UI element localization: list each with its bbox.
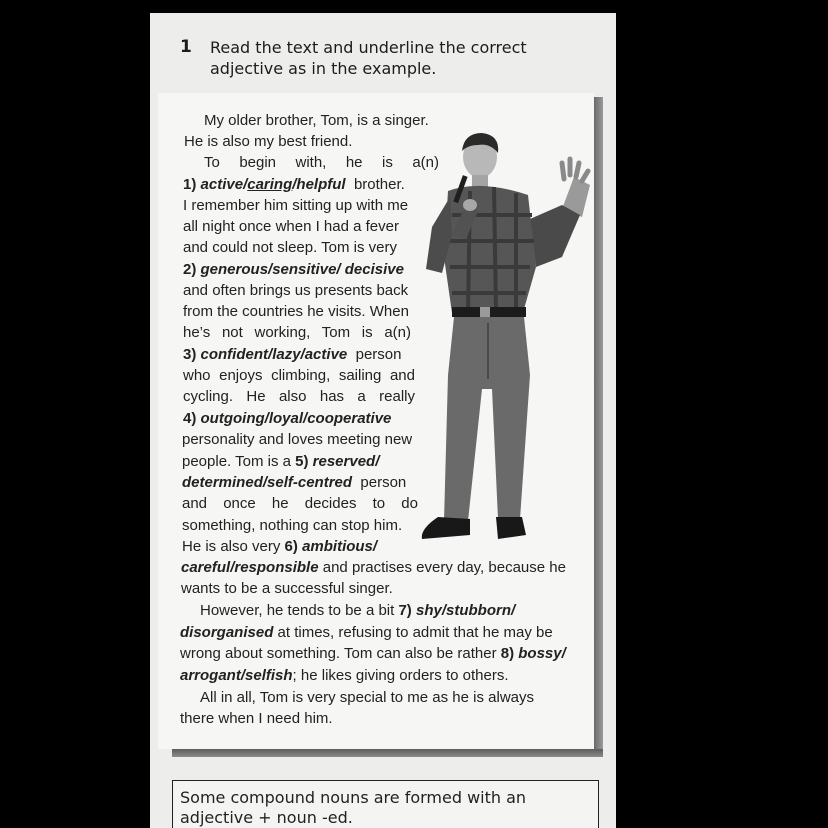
passage-line: from the countries he visits. When [183,303,409,320]
option-word: decisive [344,261,404,278]
option-slash: / [268,261,273,278]
option-number: 2) [183,261,197,278]
option-word-underlined: caring [247,176,293,193]
passage-line-option-4 [183,409,391,429]
passage-line-option-2 [183,260,404,280]
option-tail: person [355,346,402,363]
passage-line-option-1 [183,175,405,195]
passage-line-option-7b [180,623,553,643]
option-number: 7) [398,602,412,619]
option-slash: / [230,559,235,576]
passage-line-option-8b [180,666,509,686]
passage-line: and could not sleep. Tom is very [183,239,398,256]
passage-line-option-7 [200,601,515,621]
option-word: confident [200,346,269,363]
passage-line-option-5 [182,452,379,472]
option-word: self-centred [267,474,353,491]
passage-line-option-6 [182,537,377,557]
passage-line: cycling. He also has a really [183,388,415,405]
passage-line: there when I need him. [180,710,333,727]
note-text: Some compound nouns are formed with an adjective + noun -ed. [180,788,527,827]
option-word: reserved [312,453,376,470]
option-slash: / [268,346,273,363]
option-slash: / [264,410,269,427]
option-slash: / [303,410,308,427]
passage-line: I remember him sitting up with me [183,197,409,214]
passage-line: He is also my best friend. [184,133,353,150]
option-slash: / [372,538,378,555]
option-tail: ; he likes giving orders to others. [292,667,509,684]
option-number: 8) [500,645,515,662]
option-slash: / [511,602,516,619]
option-word: determined [182,474,263,491]
option-number: 5) [295,453,309,470]
option-word: sensitive [272,261,337,278]
option-word: careful [181,559,231,576]
passage-line: personality and loves meeting new [182,431,413,448]
passage-line-option-5b [182,473,406,493]
option-pre: wrong about something. Tom can also be rather [180,645,497,662]
option-word: active [200,176,244,193]
option-word: disorganised [180,624,274,641]
option-slash: / [336,261,341,278]
option-slash: / [243,176,248,193]
passage-line: and once he decides to do [182,495,418,512]
passage-line: To begin with, he is a(n) [204,154,439,171]
textbook-page [150,13,616,828]
passage-line: he’s not working, Tom is a(n) [183,324,411,341]
option-word: helpful [296,176,346,193]
singer-illustration [412,117,594,549]
passage-line: and often brings us presents back [183,282,409,299]
option-word: selfish [245,667,293,684]
passage-line: who enjoys climbing, sailing and [183,367,415,384]
option-word: cooperative [307,410,392,427]
option-tail: brother. [353,176,405,193]
option-word: bossy [518,645,562,662]
exercise-number: 1 [180,37,192,57]
option-tail: at times, refusing to admit that he may be [277,624,553,641]
exercise-instruction: Read the text and underline the correct adjective as in the example. [210,38,527,78]
passage-line-option-8 [180,644,566,664]
box-shadow-right [594,97,603,757]
option-word: loyal [268,410,304,427]
option-slash: / [561,645,566,662]
compound-nouns-note [172,780,599,828]
option-word: outgoing [200,410,265,427]
option-pre: However, he tends to be a bit [200,602,395,619]
option-number: 6) [284,538,298,555]
passage-line: something, nothing can stop him. [182,517,403,534]
option-word: shy [415,602,442,619]
option-pre: people. Tom is a [182,453,291,470]
option-pre: He is also very [182,538,281,555]
option-slash: / [441,602,447,619]
passage-line: All in all, Tom is very special to me as he is always [200,689,535,706]
passage-line: My older brother, Tom, is a singer. [204,112,429,129]
option-word: generous [200,261,269,278]
option-word: active [304,346,348,363]
option-number: 3) [183,346,197,363]
option-tail: person [360,474,407,491]
option-slash: / [300,346,305,363]
option-slash: / [375,453,380,470]
option-word: arrogant [180,667,241,684]
option-tail: and practises every day, because he [322,559,566,576]
option-number: 4) [183,410,197,427]
option-word: stubborn [446,602,512,619]
option-word: ambitious [302,538,373,555]
option-slash: / [262,474,268,491]
passage-line: all night once when I had a fever [183,218,399,235]
option-word: responsible [234,559,319,576]
option-word: lazy [272,346,301,363]
box-shadow-bottom [172,749,603,757]
passage-line: wants to be a successful singer. [181,580,393,597]
option-slash: / [292,176,297,193]
passage-line-option-3 [183,345,401,365]
option-number: 1) [183,176,197,193]
passage-line-option-6b [181,558,566,578]
option-slash: / [240,667,246,684]
